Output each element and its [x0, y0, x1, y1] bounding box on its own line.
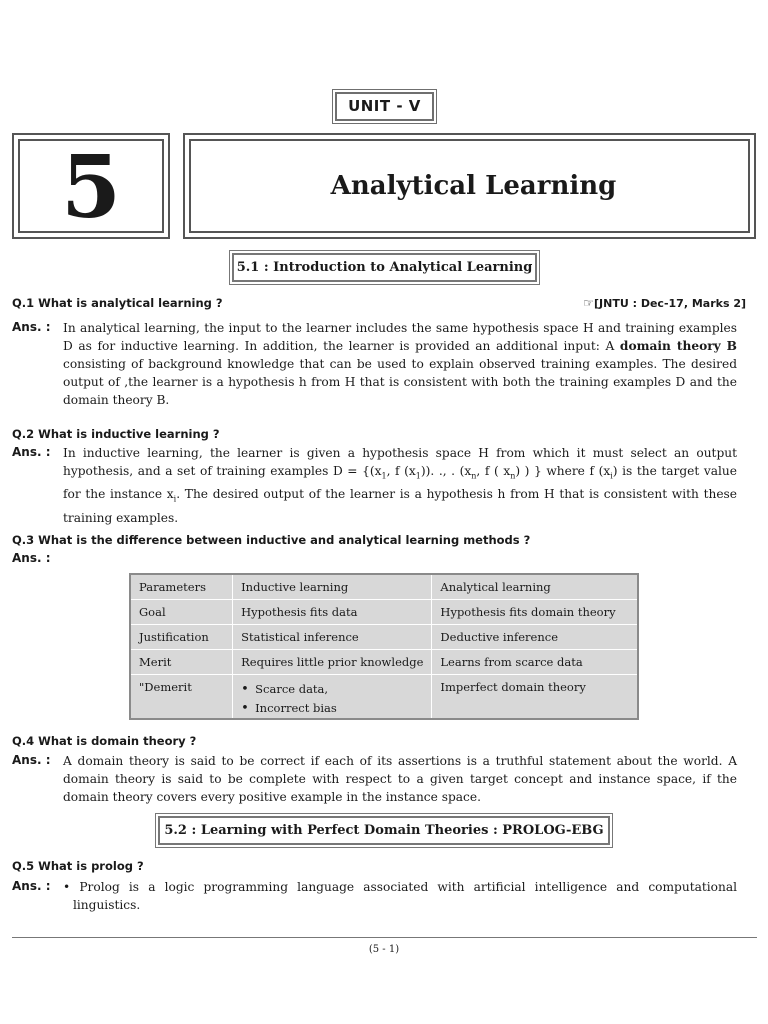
table-header-row	[130, 574, 638, 599]
table-header: Inductive learning	[233, 574, 432, 599]
answer-label-3: Ans. :	[12, 551, 51, 565]
answer-1: In analytical learning, the input to the learner includes the same hypothesis space H and training examples D as for inductive learning. In addition, the learner is provided an additional input: A domain theory B consisting of background knowledge that can be used to explain observed training examples. The desired output of ,the learner is a hypothesis h from H that is consistent with both the training examples D and the domain theory B.	[63, 321, 737, 407]
answer-2: In inductive learning, the learner is given a hypothesis space H from which it must select an output hypothesis, and a set of training examples $D = \{(x_1$, f $(x_1)$). ., . ($x_n$, f ( $x_n$) ) } where f $(x_i)$ is the target value for the instance $x_i$. The desired output of the learner is a hypothesis h from H that is consistent with these training examples.	[63, 446, 737, 525]
table-row	[130, 649, 638, 674]
chapter-title: Analytical Learning	[189, 139, 750, 233]
page-number: (5 - 1)	[368, 944, 400, 955]
unit-label: UNIT - V	[335, 92, 434, 121]
reference-text: [JNTU : Dec-17, Marks 2]	[594, 297, 746, 310]
comparison-table	[129, 573, 639, 720]
table-row	[130, 624, 638, 649]
answer-label-1: Ans. :	[12, 320, 51, 334]
table-header: Analytical learning	[432, 574, 638, 599]
domain-theory-term: domain theory B	[619, 339, 737, 353]
table-cell	[233, 674, 432, 719]
table-cell: Statistical inference	[233, 624, 432, 649]
question-3: Q.3 What is the difference between inductive and analytical learning methods ?	[12, 533, 531, 547]
question-1-reference	[583, 296, 746, 310]
table-cell: Hypothesis fits data	[233, 599, 432, 624]
bullet: •	[63, 880, 71, 894]
demerit-list	[241, 680, 423, 718]
table-cell: Goal	[130, 599, 233, 624]
question-1: Q.1 What is analytical learning ?	[12, 296, 223, 310]
footer-divider	[12, 937, 757, 938]
table-cell: Learns from scarce data	[432, 649, 638, 674]
answer-label-4: Ans. :	[12, 753, 51, 767]
question-5: Q.5 What is prolog ?	[12, 859, 144, 873]
answer-4: A domain theory is said to be correct if each of its assertions is a truthful statement about the world. A domain theory is said to be complete with respect to a given target concept and instance space, if the domain theory covers every positive example in the instance space.	[63, 754, 737, 804]
list-item: • Scarce data,	[241, 680, 423, 699]
list-item: • Incorrect bias	[241, 699, 423, 718]
table-cell: Deductive inference	[432, 624, 638, 649]
section-heading-5-1: 5.1 : Introduction to Analytical Learning	[232, 253, 537, 282]
table-row	[130, 599, 638, 624]
chapter-number-box	[12, 133, 170, 239]
answer-label-5: Ans. :	[12, 879, 51, 893]
pointing-hand-icon: ☞	[583, 296, 595, 310]
table-header: Parameters	[130, 574, 233, 599]
chapter-number: 5	[18, 139, 164, 233]
section-heading-5-2: 5.2 : Learning with Perfect Domain Theories : PROLOG-EBG	[158, 816, 610, 845]
table-cell: Hypothesis fits domain theory	[432, 599, 638, 624]
question-2: Q.2 What is inductive learning ?	[12, 427, 220, 441]
table-cell: Merit	[130, 649, 233, 674]
answer-label-2: Ans. :	[12, 445, 51, 459]
table-cell: Justification	[130, 624, 233, 649]
table-cell: Requires little prior knowledge	[233, 649, 432, 674]
table-cell: Imperfect domain theory	[432, 674, 638, 719]
table-row	[130, 674, 638, 719]
answer-5: • Prolog is a logic programming language associated with artificial intelligence and computational linguistics.	[63, 880, 738, 912]
table-cell: "Demerit	[130, 674, 233, 719]
question-4: Q.4 What is domain theory ?	[12, 734, 197, 748]
chapter-title-box	[183, 133, 756, 239]
